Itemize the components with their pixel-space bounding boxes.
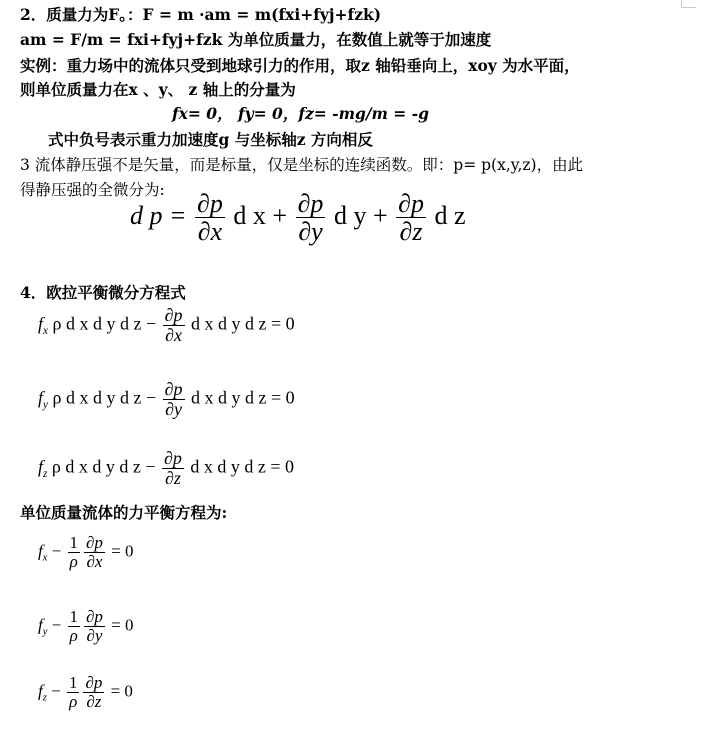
minus-sign: −: [51, 681, 61, 701]
minus-sign: −: [51, 541, 62, 561]
force-subscript: y: [42, 626, 48, 638]
differential-dx: d x: [233, 200, 266, 230]
frac-denominator: ∂z: [86, 691, 102, 711]
frac-denominator: ∂x: [165, 324, 182, 345]
frac-numerator: 1: [69, 533, 79, 552]
section2-line4-text: 则单位质量力在x 、y、 z 轴上的分量为: [20, 80, 296, 99]
section2-line4: [20, 80, 296, 100]
gravity-components: fx= 0， fy= 0，fz= -mg/m = -g: [172, 104, 429, 123]
frac-denominator: ∂y: [165, 398, 182, 419]
frac-denominator: ρ: [69, 551, 78, 571]
partial-frac: [163, 306, 185, 345]
frac-numerator: ∂p: [197, 189, 223, 218]
frac-numerator: ∂p: [86, 533, 103, 552]
minus-sign: −: [51, 615, 62, 635]
frac-denominator: ρ: [69, 691, 78, 711]
euler-equation-z: [38, 449, 294, 488]
rhs-term: = 0: [111, 615, 134, 635]
partial-frac-y: [296, 190, 326, 246]
frac-numerator: 1: [69, 607, 79, 626]
section3-line1-text: 3 流体静压强不是矢量，而是标量，仅是坐标的连续函数。即：p= p(x,y,z)，由此: [20, 156, 584, 174]
frac-numerator: ∂p: [398, 189, 424, 218]
plus-sign: +: [372, 200, 388, 230]
force-subscript: z: [43, 468, 48, 481]
section2-line1: [20, 5, 381, 25]
frac-denominator: ∂y: [298, 217, 323, 247]
euler-equation-x: [38, 306, 295, 345]
force-subscript: x: [43, 325, 48, 338]
section2-line3: [20, 56, 580, 76]
rhs-term: d x d y d z = 0: [190, 456, 295, 477]
unit-mass-equation-z: [38, 674, 133, 711]
dp-lhs: d p =: [130, 200, 187, 230]
unit-mass-equation-x: [38, 534, 134, 571]
volume-term: ρ d x d y d z −: [51, 456, 156, 477]
frac-numerator: ∂p: [85, 673, 103, 692]
force-symbol: f: [38, 456, 44, 477]
partial-frac: [162, 449, 184, 488]
rhs-term: = 0: [111, 541, 134, 561]
section2-line2-text: am = F/m = fxi+fyj+fzk 为单位质量力，在数值上就等于加速度: [20, 30, 492, 49]
page-corner-mark: [681, 0, 696, 8]
frac-denominator: ρ: [69, 625, 78, 645]
partial-frac: [163, 380, 185, 419]
force-symbol: f: [38, 313, 44, 334]
frac-denominator: ∂y: [86, 625, 103, 645]
partial-frac: [84, 608, 105, 645]
differential-dz: d z: [434, 200, 466, 230]
partial-frac-z: [396, 190, 426, 246]
volume-term: ρ d x d y d z −: [52, 313, 157, 334]
rhs-term: d x d y d z = 0: [191, 387, 295, 408]
rhs-term: = 0: [110, 681, 133, 701]
force-symbol: f: [38, 387, 44, 408]
partial-frac: [84, 534, 105, 571]
section2-line1-text: 2．质量力为F。：F = m ·am = m(fxi+fyj+fzk): [20, 5, 382, 24]
plus-sign: +: [272, 200, 288, 230]
volume-term: ρ d x d y d z −: [52, 387, 157, 408]
unit-mass-equation-y: [38, 608, 134, 645]
section3-line2-text: 得静压强的全微分为:: [20, 181, 165, 199]
force-subscript: y: [43, 399, 48, 412]
frac-numerator: ∂p: [163, 448, 182, 468]
frac-denominator: ∂x: [86, 551, 103, 571]
frac-numerator: ∂p: [164, 305, 183, 325]
frac-numerator: 1: [68, 673, 78, 692]
section3-line1: [20, 155, 583, 175]
rhs-term: d x d y d z = 0: [191, 313, 295, 334]
frac-numerator: ∂p: [297, 189, 324, 218]
force-symbol: f: [38, 615, 43, 635]
force-subscript: x: [42, 552, 48, 564]
unit-mass-heading: [20, 503, 227, 523]
force-subscript: z: [42, 692, 47, 704]
partial-frac: [83, 674, 104, 711]
frac-denominator: ∂z: [164, 467, 181, 488]
section2-line6-text: 式中负号表示重力加速度g 与坐标轴z 方向相反: [48, 130, 373, 149]
section2-line5: [172, 104, 429, 124]
section2-line3-text: 实例：重力场中的流体只受到地球引力的作用，取z 轴铅垂向上，xoy 为水平面，: [20, 56, 580, 75]
total-differential-equation: [130, 190, 466, 246]
section4-heading: [20, 283, 186, 303]
frac-denominator: ∂z: [399, 217, 423, 247]
partial-frac-x: [195, 190, 225, 246]
euler-equation-y: [38, 380, 295, 419]
coefficient-frac: [67, 674, 80, 711]
differential-dy: d y: [333, 200, 367, 230]
section2-line6: [48, 130, 373, 150]
coefficient-frac: [68, 534, 81, 571]
force-symbol: f: [38, 681, 43, 701]
frac-numerator: ∂p: [164, 379, 183, 399]
frac-denominator: ∂x: [197, 217, 223, 247]
frac-numerator: ∂p: [86, 607, 103, 626]
unit-mass-heading-text: 单位质量流体的力平衡方程为:: [20, 503, 228, 522]
section2-line2: [20, 30, 491, 50]
section4-heading-text: 4．欧拉平衡微分方程式: [20, 283, 186, 302]
force-symbol: f: [38, 541, 43, 561]
coefficient-frac: [68, 608, 81, 645]
